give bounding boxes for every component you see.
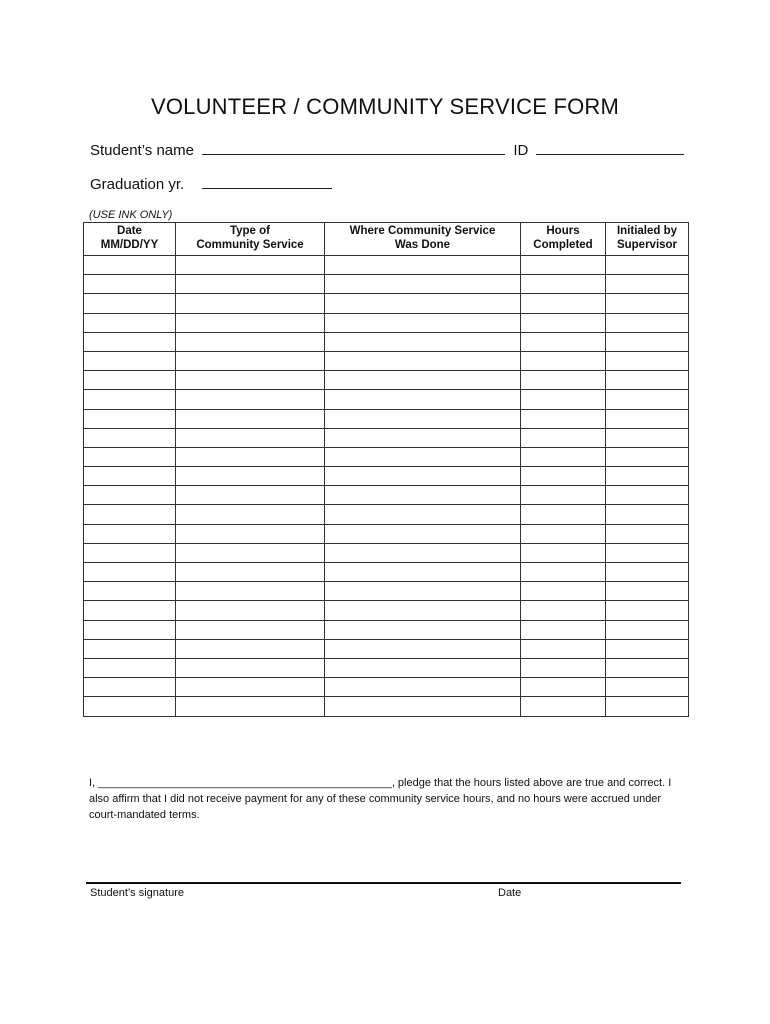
form-title: VOLUNTEER / COMMUNITY SERVICE FORM [150, 94, 620, 119]
table-cell[interactable] [84, 697, 176, 716]
table-cell[interactable] [606, 601, 689, 620]
table-cell[interactable] [325, 371, 521, 390]
table-cell[interactable] [325, 524, 521, 543]
student-name-field[interactable] [202, 140, 505, 155]
header-hours: Hours Completed [521, 223, 606, 256]
table-cell[interactable] [325, 582, 521, 601]
table-cell[interactable] [521, 543, 606, 562]
table-cell[interactable] [176, 351, 325, 370]
table-cell[interactable] [606, 390, 689, 409]
table-cell[interactable] [325, 467, 521, 486]
table-row [84, 390, 689, 409]
table-cell[interactable] [84, 563, 176, 582]
table-cell[interactable] [176, 620, 325, 639]
header-date: Date MM/DD/YY [84, 223, 176, 256]
table-row [84, 428, 689, 447]
table-cell[interactable] [521, 639, 606, 658]
table-cell[interactable] [521, 505, 606, 524]
student-name-row [90, 140, 684, 159]
table-cell[interactable] [176, 563, 325, 582]
table-row [84, 601, 689, 620]
table-row [84, 697, 689, 716]
table-row [84, 409, 689, 428]
table-cell[interactable] [176, 697, 325, 716]
table-cell[interactable] [606, 467, 689, 486]
table-cell[interactable] [325, 428, 521, 447]
table-row [84, 371, 689, 390]
table-cell[interactable] [84, 428, 176, 447]
table-cell[interactable] [521, 409, 606, 428]
table-cell[interactable] [606, 678, 689, 697]
table-cell[interactable] [84, 486, 176, 505]
table-cell[interactable] [521, 467, 606, 486]
table-cell[interactable] [606, 447, 689, 466]
table-row [84, 678, 689, 697]
table-cell[interactable] [325, 639, 521, 658]
table-cell[interactable] [521, 351, 606, 370]
table-cell[interactable] [84, 601, 176, 620]
table-cell[interactable] [325, 620, 521, 639]
graduation-label: Graduation yr. [90, 176, 185, 193]
table-cell[interactable] [325, 313, 521, 332]
table-cell[interactable] [84, 505, 176, 524]
table-cell[interactable] [84, 275, 176, 294]
table-cell[interactable] [521, 371, 606, 390]
table-cell[interactable] [176, 313, 325, 332]
table-row [84, 486, 689, 505]
header-location: Where Community Service Was Done [325, 223, 521, 256]
table-cell[interactable] [84, 620, 176, 639]
table-cell[interactable] [176, 390, 325, 409]
table-row [84, 467, 689, 486]
table-cell[interactable] [606, 524, 689, 543]
table-row [84, 524, 689, 543]
table-cell[interactable] [176, 428, 325, 447]
id-field[interactable] [536, 140, 684, 155]
signature-line[interactable] [86, 882, 681, 884]
table-row [84, 447, 689, 466]
table-cell[interactable] [325, 256, 521, 275]
table-cell[interactable] [84, 678, 176, 697]
table-cell[interactable] [325, 543, 521, 562]
table-cell[interactable] [606, 505, 689, 524]
table-cell[interactable] [84, 390, 176, 409]
table-cell[interactable] [521, 447, 606, 466]
table-row [84, 505, 689, 524]
table-cell[interactable] [606, 351, 689, 370]
table-cell[interactable] [84, 639, 176, 658]
table-cell[interactable] [325, 486, 521, 505]
table-cell[interactable] [521, 332, 606, 351]
table-cell[interactable] [325, 563, 521, 582]
table-cell[interactable] [521, 313, 606, 332]
table-cell[interactable] [606, 543, 689, 562]
table-cell[interactable] [325, 505, 521, 524]
table-cell[interactable] [521, 620, 606, 639]
student-signature-label: Student’s signature [90, 887, 184, 899]
table-cell[interactable] [606, 332, 689, 351]
header-type: Type of Community Service [176, 223, 325, 256]
table-cell[interactable] [325, 351, 521, 370]
table-cell[interactable] [325, 294, 521, 313]
table-cell[interactable] [606, 697, 689, 716]
table-cell[interactable] [606, 563, 689, 582]
table-cell[interactable] [176, 582, 325, 601]
table-cell[interactable] [521, 390, 606, 409]
table-cell[interactable] [84, 371, 176, 390]
table-cell[interactable] [84, 658, 176, 677]
table-cell[interactable] [84, 294, 176, 313]
table-body [84, 256, 689, 717]
table-cell[interactable] [606, 313, 689, 332]
table-cell[interactable] [521, 275, 606, 294]
table-cell[interactable] [521, 486, 606, 505]
table-row [84, 332, 689, 351]
table-cell[interactable] [521, 658, 606, 677]
table-cell[interactable] [176, 447, 325, 466]
table-cell[interactable] [606, 658, 689, 677]
table-cell[interactable] [606, 371, 689, 390]
student-name-label: Student’s name [90, 142, 194, 159]
table-cell[interactable] [176, 275, 325, 294]
table-cell[interactable] [606, 294, 689, 313]
table-cell[interactable] [176, 543, 325, 562]
table-cell[interactable] [325, 409, 521, 428]
table-cell[interactable] [606, 428, 689, 447]
signature-date-label: Date [498, 887, 522, 899]
table-cell[interactable] [84, 409, 176, 428]
table-cell[interactable] [325, 697, 521, 716]
table-cell[interactable] [176, 371, 325, 390]
table-cell[interactable] [606, 486, 689, 505]
table-cell[interactable] [176, 486, 325, 505]
table-cell[interactable] [521, 256, 606, 275]
table-cell[interactable] [84, 332, 176, 351]
table-cell[interactable] [521, 294, 606, 313]
table-cell[interactable] [176, 678, 325, 697]
table-cell[interactable] [84, 313, 176, 332]
table-cell[interactable] [606, 256, 689, 275]
graduation-year-field[interactable] [202, 174, 332, 189]
service-log-table [83, 222, 689, 717]
table-cell[interactable] [84, 524, 176, 543]
table-row [84, 294, 689, 313]
table-row [84, 256, 689, 275]
table-cell[interactable] [521, 678, 606, 697]
table-cell[interactable] [606, 639, 689, 658]
table-cell[interactable] [84, 582, 176, 601]
table-cell[interactable] [84, 256, 176, 275]
table-row [84, 639, 689, 658]
table-cell[interactable] [84, 467, 176, 486]
id-label: ID [513, 142, 529, 159]
table-row [84, 582, 689, 601]
header-initials: Initialed by Supervisor [606, 223, 689, 256]
table-cell[interactable] [521, 697, 606, 716]
table-row [84, 658, 689, 677]
table-cell[interactable] [325, 332, 521, 351]
table-row [84, 313, 689, 332]
table-cell[interactable] [176, 256, 325, 275]
table-cell[interactable] [176, 505, 325, 524]
table-cell[interactable] [606, 409, 689, 428]
table-cell[interactable] [325, 447, 521, 466]
table-cell[interactable] [521, 428, 606, 447]
table-cell[interactable] [325, 678, 521, 697]
table-cell[interactable] [176, 294, 325, 313]
table-cell[interactable] [84, 351, 176, 370]
table-row [84, 543, 689, 562]
table-cell[interactable] [521, 582, 606, 601]
table-cell[interactable] [176, 639, 325, 658]
table-cell[interactable] [176, 332, 325, 351]
table-cell[interactable] [176, 601, 325, 620]
table-cell[interactable] [325, 658, 521, 677]
table-cell[interactable] [521, 524, 606, 543]
table-cell[interactable] [521, 601, 606, 620]
table-cell[interactable] [606, 582, 689, 601]
table-cell[interactable] [606, 275, 689, 294]
table-cell[interactable] [606, 620, 689, 639]
table-cell[interactable] [325, 601, 521, 620]
pledge-statement: I, ________________________________________________, pledge that the hours listed above are true and correct. I also affirm that I did not receive payment for any of these community service hours, and no hours were accrued under court-mandated terms. [89, 777, 672, 821]
table-cell[interactable] [176, 467, 325, 486]
table-cell[interactable] [176, 524, 325, 543]
table-cell[interactable] [176, 409, 325, 428]
table-cell[interactable] [325, 275, 521, 294]
table-cell[interactable] [176, 658, 325, 677]
table-cell[interactable] [84, 543, 176, 562]
table-cell[interactable] [84, 447, 176, 466]
table-header-row [84, 223, 689, 256]
table-row [84, 620, 689, 639]
graduation-row [90, 174, 332, 193]
table-row [84, 563, 689, 582]
table-cell[interactable] [325, 390, 521, 409]
table-cell[interactable] [521, 563, 606, 582]
table-row [84, 275, 689, 294]
table-row [84, 351, 689, 370]
ink-note: (USE INK ONLY) [89, 209, 173, 221]
